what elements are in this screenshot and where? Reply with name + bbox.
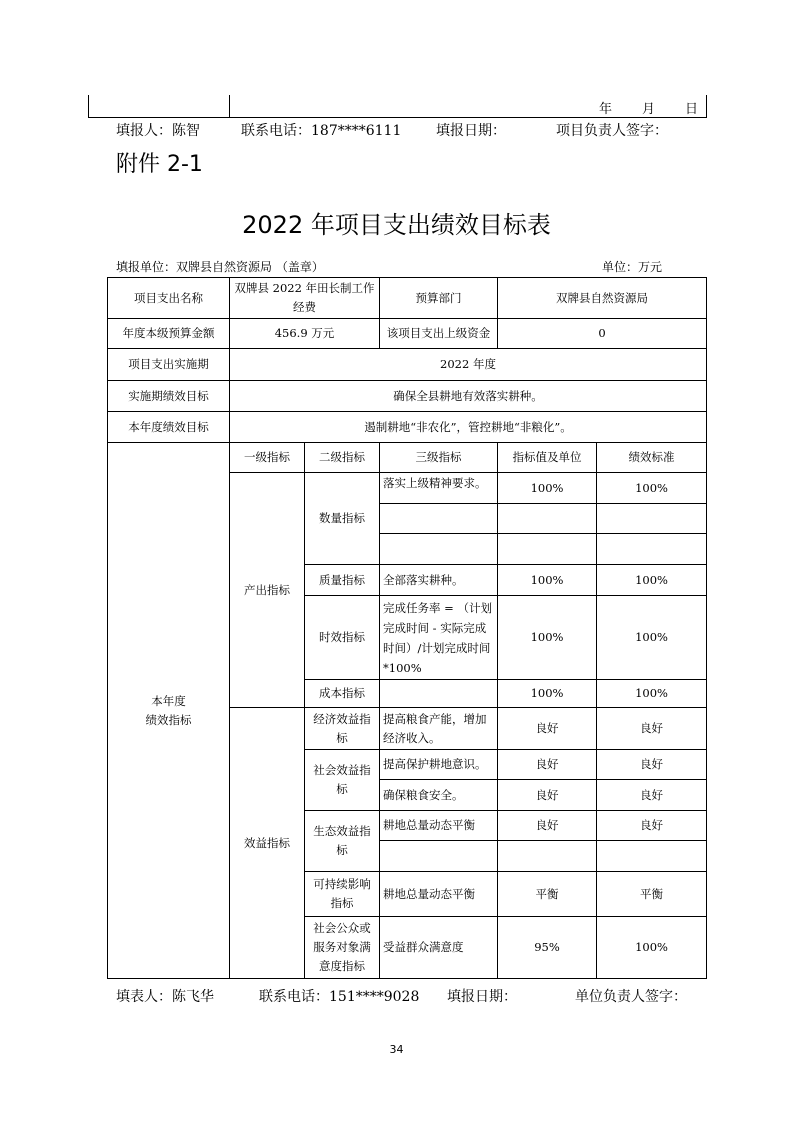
report-date: 填报日期： (447, 989, 517, 1005)
level3-cell: 耕地总量动态平衡 (380, 872, 498, 917)
dept-label: 预算部门 (380, 278, 498, 319)
project-name: 双牌县 2022 年田长制工作经费 (230, 278, 380, 319)
currency-unit: 单位：万元 (602, 260, 663, 274)
value-cell: 100% (498, 596, 597, 680)
standard-cell: 100% (597, 473, 707, 504)
dept: 双牌县自然资源局 (498, 278, 707, 319)
level3-cell: 确保粮食安全。 (380, 780, 498, 811)
filler: 填报人：陈智 (116, 123, 200, 139)
table-row (108, 319, 707, 349)
sustainable-label: 可持续影响指标 (305, 872, 380, 917)
month-label: 月 (641, 102, 657, 117)
value-cell: 100% (498, 565, 597, 596)
level3-cell (380, 841, 498, 872)
standard-cell: 100% (597, 596, 707, 680)
value-cell: 良好 (498, 750, 597, 780)
level3-cell: 耕地总量动态平衡 (380, 811, 498, 841)
annual-goal: 遏制耕地“非农化”，管控耕地“非粮化”。 (230, 412, 707, 443)
value-cell: 良好 (498, 780, 597, 811)
value-cell: 95% (498, 917, 597, 979)
value-cell (498, 534, 597, 565)
level3-cell: 受益群众满意度 (380, 917, 498, 979)
report-date: 填报日期： (436, 123, 506, 139)
value-cell: 良好 (498, 708, 597, 750)
period-label: 项目支出实施期 (108, 349, 230, 381)
budget: 456.9 万元 (230, 319, 380, 349)
attachment-label: 附件 2-1 (116, 152, 203, 177)
previous-table-fragment (88, 95, 707, 118)
filler: 填表人：陈飞华 (116, 989, 214, 1005)
day-label: 日 (684, 102, 700, 117)
value-cell: 100% (498, 680, 597, 708)
standard-cell: 100% (597, 680, 707, 708)
page-number: 34 (389, 1043, 404, 1056)
leader-signature: 单位负责人签字： (575, 989, 687, 1005)
page-title: 2022 年项目支出绩效目标表 (242, 211, 551, 239)
header-level1: 一级指标 (230, 443, 305, 473)
standard-cell: 良好 (597, 750, 707, 780)
standard-cell: 100% (597, 917, 707, 979)
bottom-signature-line (116, 986, 687, 1006)
output-label: 产出指标 (230, 473, 305, 708)
header-level2: 二级指标 (305, 443, 380, 473)
top-signature-line (116, 120, 668, 140)
standard-cell: 100% (597, 565, 707, 596)
year-label: 年 (598, 102, 614, 117)
period: 2022 年度 (230, 349, 707, 381)
value-cell (498, 841, 597, 872)
value-cell: 100% (498, 473, 597, 504)
table-row (108, 278, 707, 319)
phone: 联系电话：187****6111 (241, 123, 402, 139)
reporting-unit: 填报单位：双牌县自然资源局 （盖章） (116, 260, 324, 274)
level3-cell: 完成任务率 = （计划完成时间 - 实际完成时间）/计划完成时间*100% (380, 596, 498, 680)
ecological-label: 生态效益指标 (305, 811, 380, 872)
table-row (108, 381, 707, 412)
level3-cell: 提高粮食产能，增加经济收入。 (380, 708, 498, 750)
cost-label: 成本指标 (305, 680, 380, 708)
quality-label: 质量指标 (305, 565, 380, 596)
header-value: 指标值及单位 (498, 443, 597, 473)
phone: 联系电话：151****9028 (259, 989, 420, 1005)
standard-cell (597, 534, 707, 565)
standard-cell (597, 504, 707, 534)
value-cell: 平衡 (498, 872, 597, 917)
impl-goal-label: 实施期绩效目标 (108, 381, 230, 412)
header-level3: 三级指标 (380, 443, 498, 473)
leader-signature: 项目负责人签字： (556, 123, 668, 139)
standard-cell: 良好 (597, 780, 707, 811)
level3-cell: 落实上级精神要求。 (380, 473, 498, 504)
value-cell: 良好 (498, 811, 597, 841)
quantity-label: 数量指标 (305, 473, 380, 565)
social-label: 社会效益指标 (305, 750, 380, 811)
upper: 0 (498, 319, 707, 349)
indicators-label: 本年度 绩效指标 (108, 443, 230, 979)
level3-cell: 提高保护耕地意识。 (380, 750, 498, 780)
standard-cell (597, 841, 707, 872)
satisfaction-label: 社会公众或服务对象满意度指标 (305, 917, 380, 979)
economic-label: 经济效益指标 (305, 708, 380, 750)
table-row (108, 349, 707, 381)
standard-cell: 良好 (597, 708, 707, 750)
table-divider (229, 95, 230, 117)
table-row (108, 412, 707, 443)
header-standard: 绩效标准 (597, 443, 707, 473)
benefit-label: 效益指标 (230, 708, 305, 979)
level3-cell: 全部落实耕种。 (380, 565, 498, 596)
value-cell (498, 504, 597, 534)
standard-cell: 良好 (597, 811, 707, 841)
level3-cell (380, 534, 498, 565)
level3-cell (380, 504, 498, 534)
budget-label: 年度本级预算金额 (108, 319, 230, 349)
impl-goal: 确保全县耕地有效落实耕种。 (230, 381, 707, 412)
upper-label: 该项目支出上级资金 (380, 319, 498, 349)
project-name-label: 项目支出名称 (108, 278, 230, 319)
timeliness-label: 时效指标 (305, 596, 380, 680)
standard-cell: 平衡 (597, 872, 707, 917)
annual-goal-label: 本年度绩效目标 (108, 412, 230, 443)
performance-table (107, 277, 707, 979)
level3-cell (380, 680, 498, 708)
table-row (108, 443, 707, 473)
date-line (571, 98, 700, 117)
